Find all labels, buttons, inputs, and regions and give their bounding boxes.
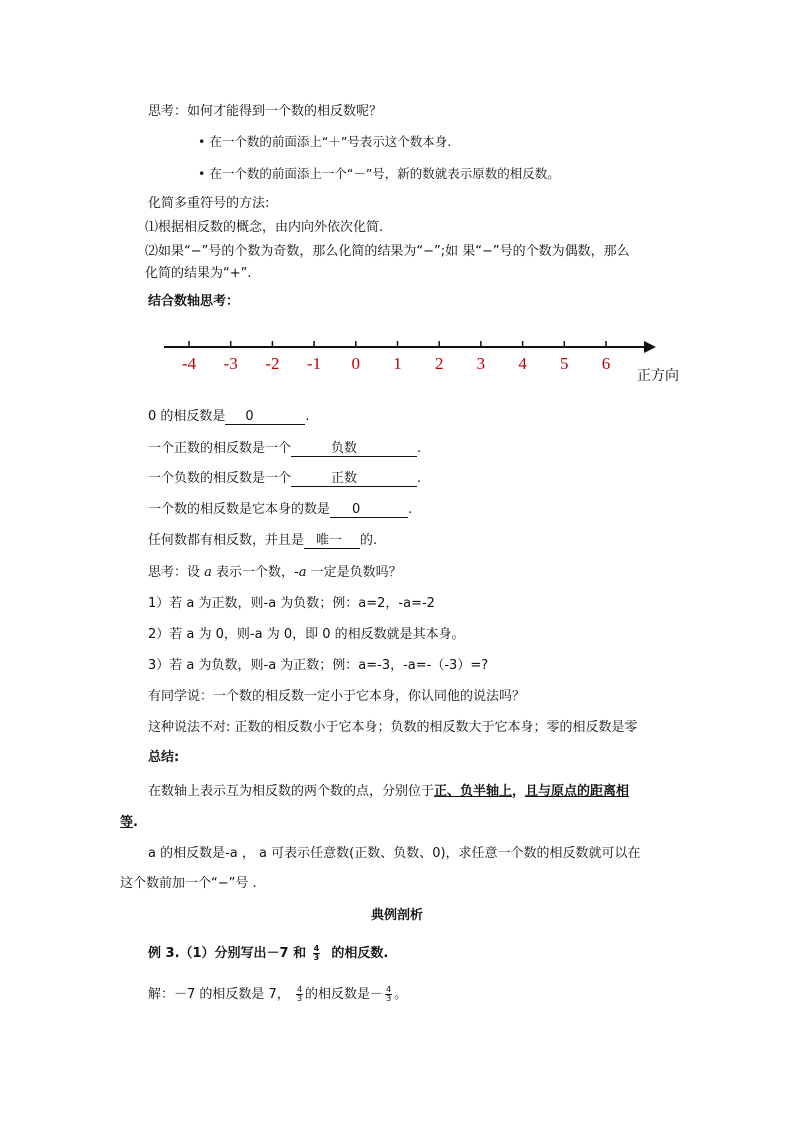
case-1: 1）若 a 为正数，则-a 为负数；例：a=2，-a=-2 — [148, 596, 435, 611]
number-line — [0, 335, 794, 395]
tick-label: -1 — [307, 354, 322, 373]
combine-heading: 结合数轴思考： — [148, 294, 240, 309]
summary-para-1-end: 等. — [120, 815, 138, 830]
tick-label: 5 — [560, 354, 569, 373]
solution: 解：－7 的相反数是 7， $\frac{4}{3}$ 的相反数是－ $\frac{4}{3}$ 。 — [148, 985, 408, 1003]
fill-line-negative: 一个负数的相反数是一个 正数 . — [148, 471, 422, 486]
simplify-title: 化简多重符号的方法: — [148, 196, 270, 211]
case-2: 2）若 a 为 0，则-a 为 0，即 0 的相反数就是其本身。 — [148, 627, 465, 642]
rule-2-line-1: ⑵如果“−”号的个数为奇数，那么化简的结果为“−”;如 果“−”号的个数为偶数，那么 — [145, 244, 630, 259]
tick-label: -2 — [265, 354, 280, 373]
summary-para-2-end: 这个数前加一个“−”号 . — [120, 876, 257, 891]
tick-label: 0 — [351, 354, 361, 373]
bullet-item-minus — [198, 166, 560, 182]
case-3: 3）若 a 为负数，则-a 为正数；例：a=-3，-a=-（-3）=? — [148, 658, 489, 673]
bullet-dot: • — [198, 134, 206, 149]
fill-line-self: 一个数的相反数是它本身的数是 0 . — [148, 502, 413, 517]
tick-label: 3 — [476, 354, 486, 373]
bullet-dot: • — [198, 166, 206, 181]
claim-answer: 这种说法不对: 正数的相反数小于它本身；负数的相反数大于它本身；零的相反数是零 — [148, 720, 638, 735]
answer-blank: 负数 — [291, 442, 417, 457]
fill-line-positive: 一个正数的相反数是一个 负数 . — [148, 441, 422, 456]
tick-label: 1 — [393, 354, 402, 373]
bullet-text: 在一个数的前面添上一个“－”号，新的数就表示原数的相反数。 — [209, 166, 560, 181]
student-claim: 有同学说：一个数的相反数一定小于它本身，你认同他的说法吗？ — [148, 689, 526, 704]
answer-blank: 0 — [225, 410, 305, 425]
bullet-text: 在一个数的前面添上“＋”号表示这个数本身. — [209, 134, 452, 149]
think-question-2: 思考：设 a 表示一个数，-a 一定是负数吗？ — [148, 565, 402, 580]
summary-para-1: 在数轴上表示互为相反数的两个数的点，分别位于正、负半轴上，且与原点的距离相 — [148, 784, 630, 799]
section-title: 典例剖析 — [370, 908, 423, 923]
fill-line-zero: 0 的相反数是 0 . — [148, 409, 310, 424]
fill-line-unique: 任何数都有相反数，并且是 唯一 的. — [148, 533, 378, 548]
fraction: $\frac{4}{3}$ — [386, 985, 392, 1003]
answer-blank: 0 — [330, 503, 408, 518]
tick-label: -3 — [223, 354, 238, 373]
example-3: 例 3.（1）分别写出－7 和 $\frac{4}{3}$ 的相反数. — [148, 944, 389, 962]
bullet-item-plus — [198, 134, 451, 150]
answer-blank: 正数 — [291, 472, 417, 487]
direction-label: 正方向 — [637, 367, 679, 383]
tick-label: 4 — [518, 354, 527, 373]
tick-label: 2 — [434, 354, 444, 373]
think-question: 思考：如何才能得到一个数的相反数呢？ — [148, 104, 383, 119]
answer-blank: 唯一 — [304, 534, 360, 549]
rule-2-line-2: 化简的结果为“+”. — [145, 266, 252, 281]
fraction: $\frac{4}{3}$ — [313, 944, 320, 962]
fraction: $\frac{4}{3}$ — [296, 985, 303, 1003]
rule-1: ⑴根据相反数的概念，由内向外依次化简. — [145, 220, 384, 235]
summary-title: 总结: — [148, 750, 180, 765]
tick-label: 6 — [601, 354, 611, 373]
arrow-head — [644, 341, 656, 353]
summary-para-2: a 的相反数是-a ， a 可表示任意数(正数、负数、0)，求任意一个数的相反数就可以在 — [148, 846, 641, 861]
tick-label: -4 — [181, 354, 197, 373]
